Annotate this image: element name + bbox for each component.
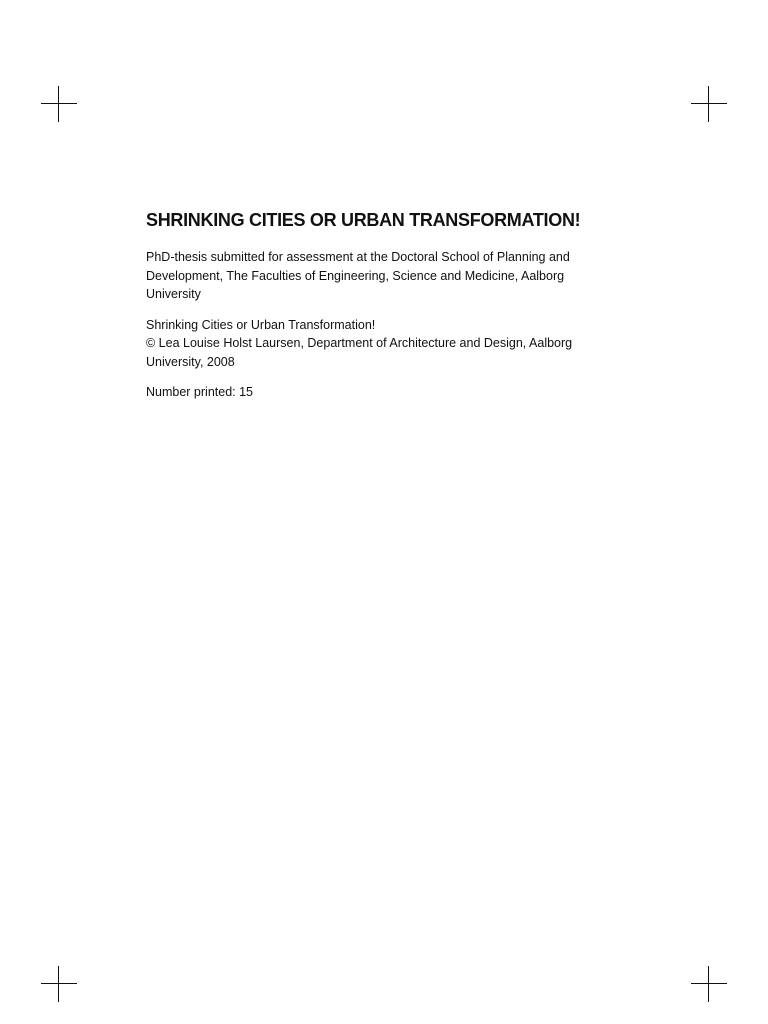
document-content xyxy=(146,208,616,414)
copyright-line: © Lea Louise Holst Laursen, Department of Architecture and Design, Aalborg University, 2008 xyxy=(146,336,573,369)
crop-mark-bottom-left-icon xyxy=(41,966,77,1002)
print-count: Number printed: 15 xyxy=(146,385,254,399)
crop-mark-top-left-icon xyxy=(41,86,77,122)
crop-mark-top-right-icon xyxy=(691,86,727,122)
thesis-note: PhD-thesis submitted for assessment at the Doctoral School of Planning and Development, The Faculties of Engineering, Science and Medicine, Aalborg University xyxy=(146,250,570,301)
page-title: SHRINKING CITIES OR URBAN TRANSFORMATION! xyxy=(146,210,581,230)
copyright-block xyxy=(146,316,616,372)
book-title: Shrinking Cities or Urban Transformation! xyxy=(146,317,376,332)
crop-mark-bottom-right-icon xyxy=(691,966,727,1002)
